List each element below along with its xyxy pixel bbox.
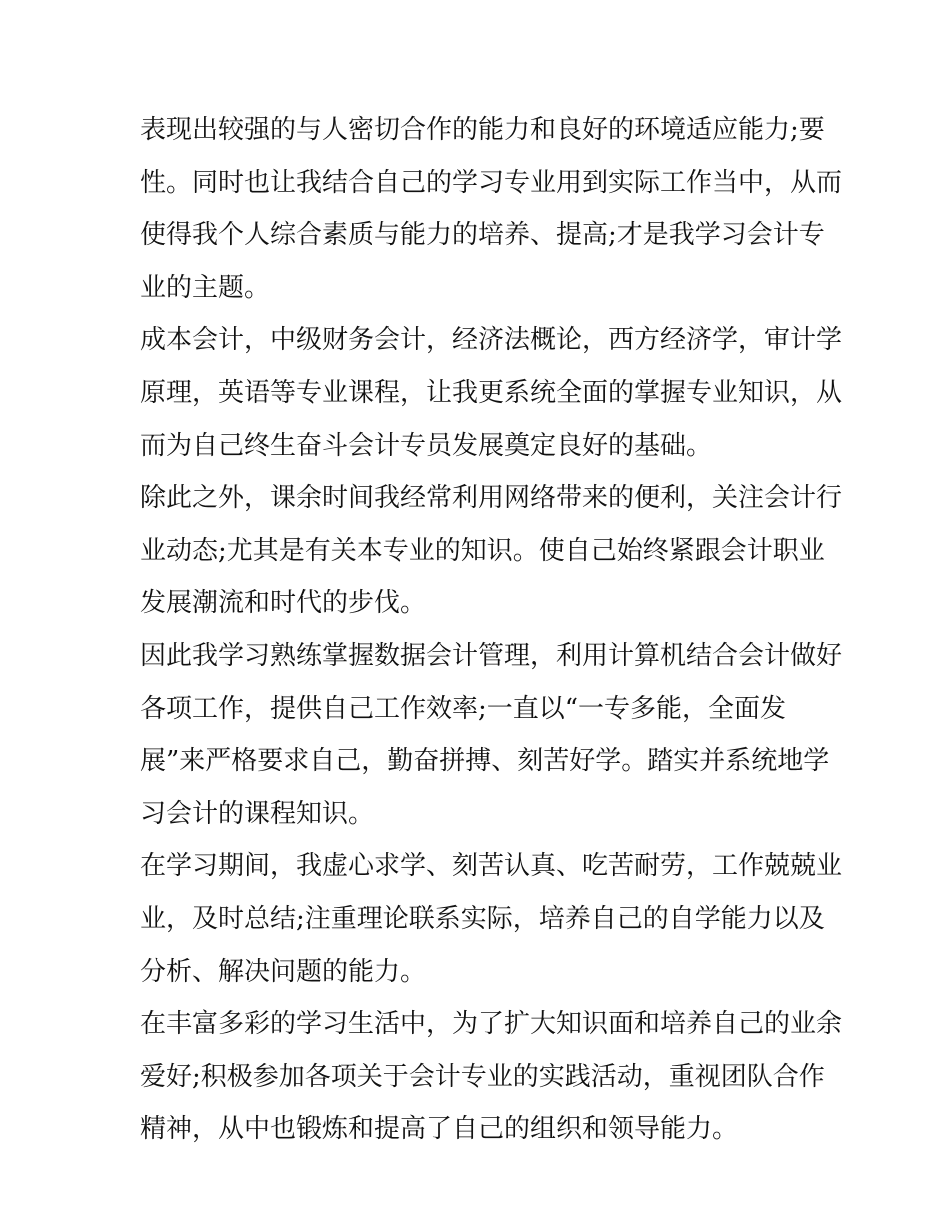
text-line: 而为自己终生奋斗会计专员发展奠定良好的基础。 xyxy=(140,430,713,461)
text-line: 各项工作，提供自己工作效率;一直以“一专多能，全面发 xyxy=(140,693,787,724)
text-line: 在学习期间，我虚心求学、刻苦认真、吃苦耐劳，工作兢兢业 xyxy=(140,851,843,882)
text-line: 精神，从中也锻炼和提高了自己的组织和领导能力。 xyxy=(140,1114,739,1145)
document-body xyxy=(140,110,843,1162)
text-line: 在丰富多彩的学习生活中，为了扩大知识面和培养自己的业余 xyxy=(140,1009,843,1040)
text-line: 业的主题。 xyxy=(140,272,271,303)
text-line: 使得我个人综合素质与能力的培养、提高;才是我学习会计专 xyxy=(140,220,825,251)
text-line: 原理，英语等专业课程，让我更系统全面的掌握专业知识，从 xyxy=(140,377,843,408)
text-line: 展”来严格要求自己，勤奋拼搏、刻苦好学。踏实并系统地学 xyxy=(140,746,830,777)
text-line: 成本会计，中级财务会计，经济法概论，西方经济学，审计学 xyxy=(140,325,843,356)
text-line: 爱好;积极参加各项关于会计专业的实践活动，重视团队合作 xyxy=(140,1061,825,1092)
text-line: 除此之外，课余时间我经常利用网络带来的便利，关注会计行 xyxy=(140,483,843,514)
text-line: 发展潮流和时代的步伐。 xyxy=(140,588,427,619)
text-line: 性。同时也让我结合自己的学习专业用到实际工作当中，从而 xyxy=(140,167,843,198)
text-line: 习会计的课程知识。 xyxy=(140,798,375,829)
text-line: 表现出较强的与人密切合作的能力和良好的环境适应能力;要 xyxy=(140,115,825,145)
text-line: 分析、解决问题的能力。 xyxy=(140,956,427,987)
text-line: 业，及时总结;注重理论联系实际，培养自己的自学能力以及 xyxy=(140,903,825,934)
text-line: 业动态;尤其是有关本专业的知识。使自己始终紧跟会计职业 xyxy=(140,535,825,566)
text-line: 因此我学习熟练掌握数据会计管理，利用计算机结合会计做好 xyxy=(140,640,843,671)
